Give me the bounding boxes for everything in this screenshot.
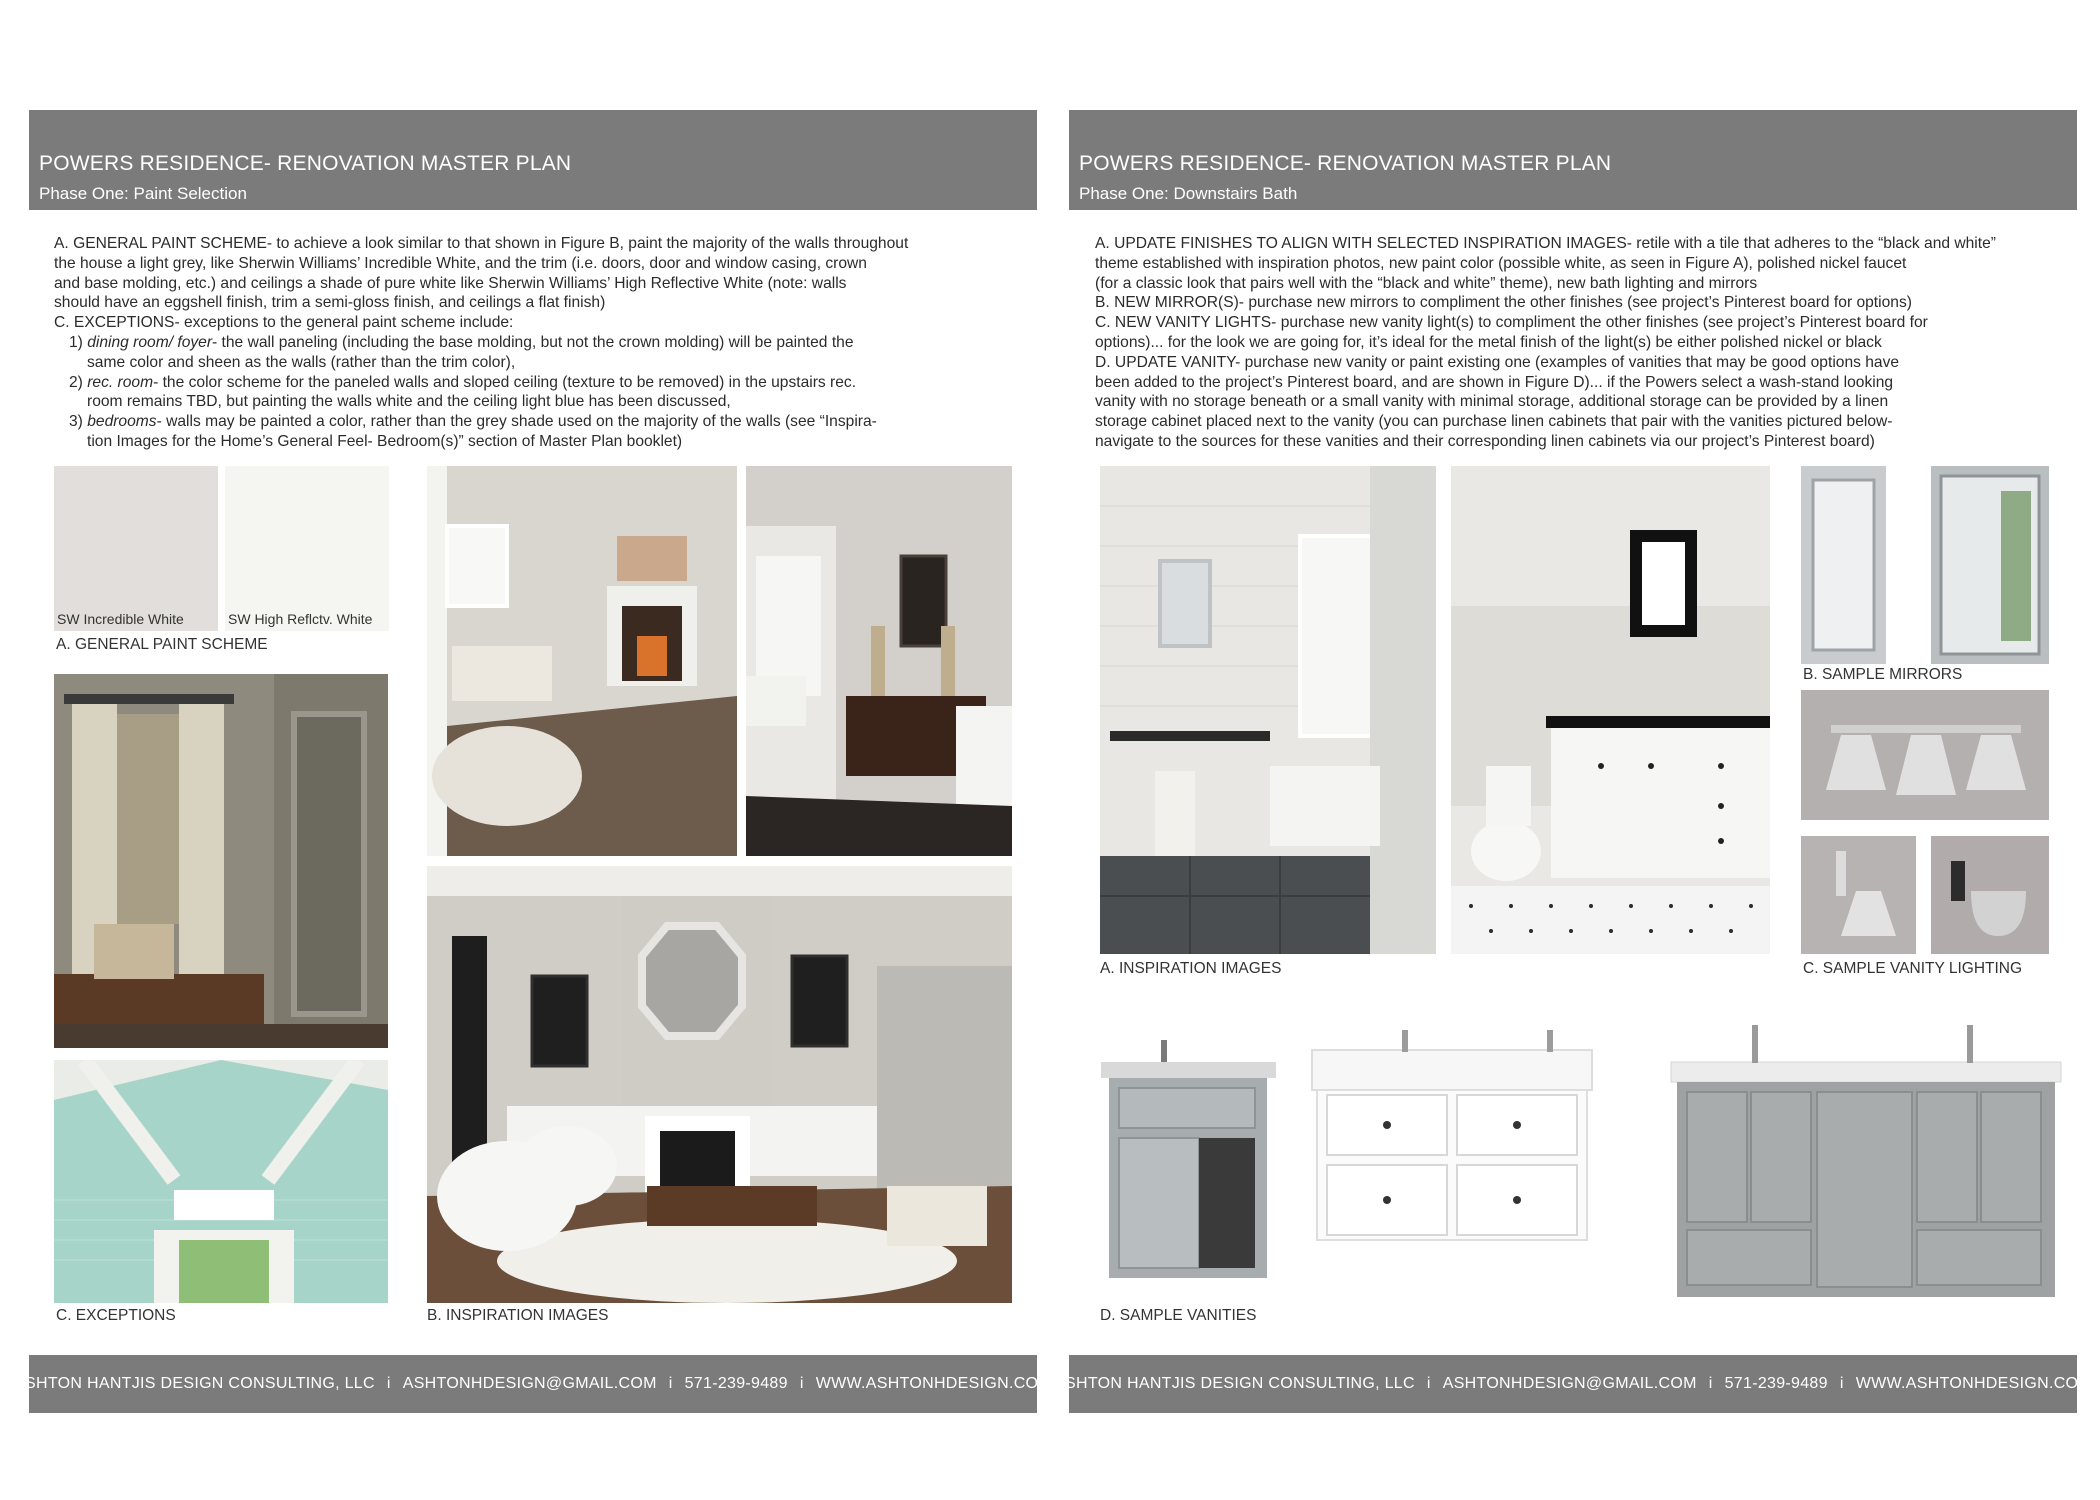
footer-separator: i (386, 1375, 391, 1392)
vanity-light-sample-2 (1801, 836, 1916, 954)
paragraph-line: the house a light grey, like Sherwin Williams’ Incredible White, and the trim (i.e. doors, door and window casing, crown (54, 254, 867, 272)
exception-item-cont: room remains TBD, but painting the walls white and the ceiling light blue has been discussed, (87, 393, 731, 411)
footer-website: WWW.ASHTONHDESIGN.COM (815, 1375, 1052, 1392)
paragraph-line: navigate to the sources for these vanities and their corresponding linen cabinets via our project’s Pinterest board) (1095, 432, 1875, 450)
living-room-photo-1 (427, 466, 737, 856)
footer-phone: 571-239-9489 (1724, 1375, 1828, 1392)
paragraph-line: C. NEW VANITY LIGHTS- purchase new vanity light(s) to compliment the other finishes (see project’s Pinterest board for (1095, 314, 1928, 332)
exception-item: 1) dining room/ foyer- the wall paneling (including the base molding, but not the crown molding) will be painted the (69, 333, 854, 351)
paragraph-line: (for a classic look that pairs well with the “black and white” theme), new bath lighting and mirrors (1095, 274, 1758, 292)
caption-lighting: C. SAMPLE VANITY LIGHTING (1803, 960, 2023, 977)
rec-room-photo (54, 1060, 388, 1303)
bath-photo-2 (1451, 466, 1770, 954)
paragraph-line: been added to the project’s Pinterest board, and are shown in Figure D)... if the Powers select a wash-stand looking (1095, 373, 1894, 391)
page-subtitle: Phase One: Paint Selection (39, 184, 247, 203)
swatch-incredible-white (54, 466, 218, 631)
mirror-sample-2 (1931, 466, 2049, 664)
bath-photo-1 (1100, 466, 1436, 954)
footer-separator: i (668, 1375, 673, 1392)
footer-company: ASHTON HANTJIS DESIGN CONSULTING, LLC (1054, 1375, 1415, 1392)
living-room-photo-3 (427, 866, 1012, 1303)
caption-bath-inspiration: A. INSPIRATION IMAGES (1100, 960, 1282, 977)
footer-website: WWW.ASHTONHDESIGN.COM (1855, 1375, 2092, 1392)
footer-company: ASHTON HANTJIS DESIGN CONSULTING, LLC (14, 1375, 375, 1392)
exception-item-cont: same color and sheen as the walls (rather than the trim color), (87, 353, 516, 371)
vanity-sample-3 (1667, 1020, 2065, 1310)
caption-mirrors: B. SAMPLE MIRRORS (1803, 666, 1963, 683)
footer-separator: i (799, 1375, 804, 1392)
vanity-sample-1 (1091, 1030, 1283, 1300)
paragraph-line: theme established with inspiration photos, new paint color (possible white, as seen in Figure A), polished nickel faucet (1095, 254, 1907, 272)
paragraph-line: storage cabinet placed next to the vanity (you can purchase linen cabinets that pair with the vanities pictured below- (1095, 413, 1893, 431)
living-room-photo-2 (746, 466, 1012, 856)
swatch-label: SW High Reflctv. White (228, 611, 373, 627)
paragraph-line: A. UPDATE FINISHES TO ALIGN WITH SELECTED INSPIRATION IMAGES- retile with a tile that adheres to the “black and white” (1095, 235, 1996, 252)
page-subtitle: Phase One: Downstairs Bath (1079, 184, 1298, 203)
paragraph-line: A. GENERAL PAINT SCHEME- to achieve a look similar to that shown in Figure B, paint the majority of the walls throughout (54, 235, 909, 252)
page-title: POWERS RESIDENCE- RENOVATION MASTER PLAN (39, 152, 572, 175)
swatch-high-reflective-white (225, 466, 389, 631)
paragraph-line: D. UPDATE VANITY- purchase new vanity or paint existing one (examples of vanities that may be good options have (1095, 353, 1900, 371)
mirror-sample-1 (1801, 466, 1886, 664)
paragraph-line: should have an eggshell finish, trim a semi-gloss finish, and ceilings a flat finish) (54, 294, 606, 312)
caption-vanities: D. SAMPLE VANITIES (1100, 1307, 1257, 1324)
footer-separator: i (1839, 1375, 1844, 1392)
exception-item-cont: tion Images for the Home’s General Feel- Bedroom(s)” section of Master Plan booklet) (87, 432, 683, 450)
paragraph-line: options)... for the look we are going for, it’s ideal for the metal finish of the light(s) be either polished nickel or black (1095, 333, 1882, 351)
caption-general-paint: A. GENERAL PAINT SCHEME (56, 636, 268, 653)
page-downstairs-bath (1054, 0, 2092, 1500)
page-title: POWERS RESIDENCE- RENOVATION MASTER PLAN (1079, 152, 1612, 175)
paragraph-line: B. NEW MIRROR(S)- purchase new mirrors to compliment the other finishes (see project’s Pinterest board for options) (1095, 294, 1912, 312)
caption-inspiration: B. INSPIRATION IMAGES (427, 1307, 609, 1324)
paragraph-line: vanity with no storage beneath or a small vanity with minimal storage, additional storage can be provided by a linen (1095, 393, 1889, 411)
vanity-light-sample-1 (1801, 690, 2049, 820)
body-text (1095, 234, 2085, 452)
page-paint-selection (14, 0, 1052, 1500)
footer-email: ASHTONHDESIGN@GMAIL.COM (402, 1375, 657, 1392)
vanity-sample-2 (1307, 1030, 1597, 1270)
page-footer (1054, 1355, 2092, 1413)
page-header (29, 110, 1037, 210)
footer-phone: 571-239-9489 (684, 1375, 788, 1392)
footer-email: ASHTONHDESIGN@GMAIL.COM (1442, 1375, 1697, 1392)
vanity-light-sample-3 (1931, 836, 2049, 954)
exception-item: 2) rec. room- the color scheme for the paneled walls and sloped ceiling (texture to be removed) in the upstairs rec. (69, 373, 857, 391)
paragraph-line: C. EXCEPTIONS- exceptions to the general paint scheme include: (54, 314, 514, 332)
swatch-label: SW Incredible White (57, 611, 184, 627)
page-footer (14, 1355, 1052, 1413)
footer-separator: i (1708, 1375, 1713, 1392)
exception-item: 3) bedrooms- walls may be painted a color, rather than the grey shade used on the majority of the walls (see “Inspira- (69, 413, 877, 431)
caption-exceptions: C. EXCEPTIONS (56, 1307, 176, 1324)
page-header (1069, 110, 2077, 210)
body-text (54, 234, 1044, 452)
paragraph-line: and base molding, etc.) and ceilings a shade of pure white like Sherwin Williams’ High Reflective White (note: walls (54, 274, 847, 292)
footer-separator: i (1426, 1375, 1431, 1392)
study-room-photo (54, 674, 388, 1048)
